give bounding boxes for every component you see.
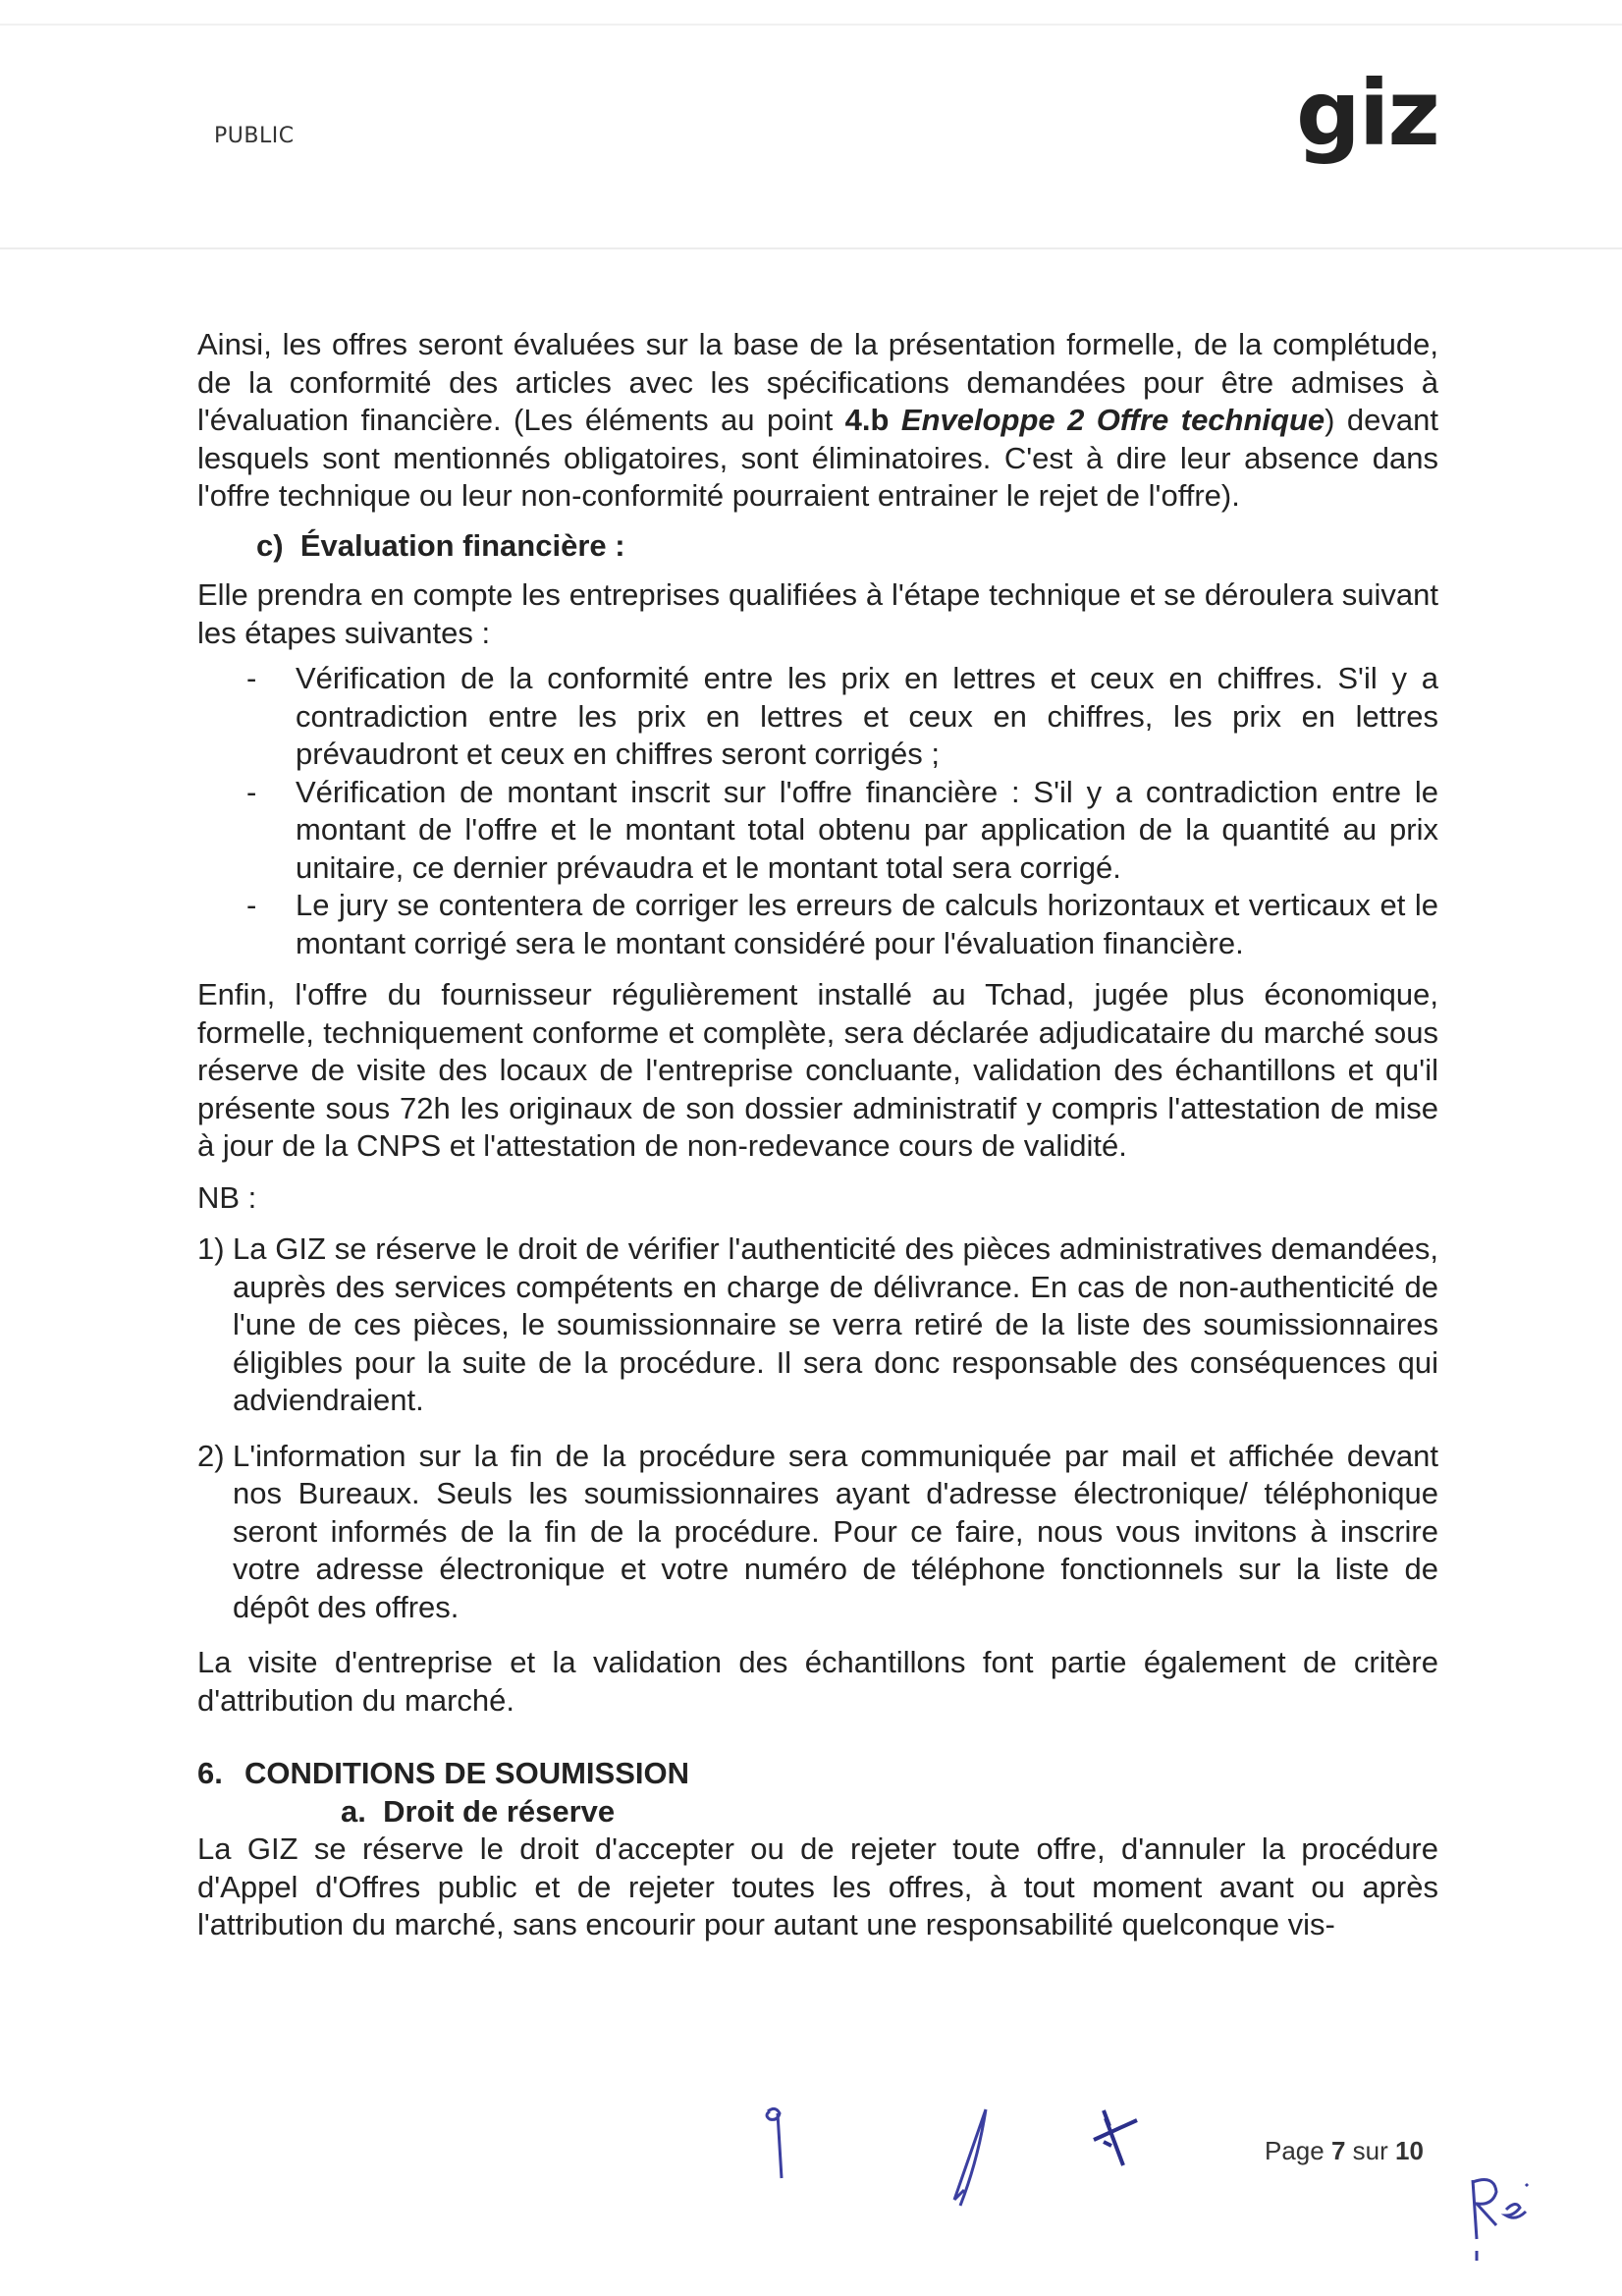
nb-list: [197, 1230, 1438, 1626]
evaluation-steps-list: [197, 660, 1438, 962]
subsection-a-title: Droit de réserve: [383, 1793, 616, 1829]
nb-text: L'information sur la fin de la procédure sera communiquée par mail et affichée devant nos Bureaux. Seuls les soumissionnaires ayant d'adresse électronique/ téléphonique seront informés de la fin de la procédure. Pour ce faire, nous vous invitons à inscrire votre adresse électronique et votre numéro de téléphone fonctionnels sur la liste de dépôt des offres.: [233, 1438, 1438, 1624]
section-reference: 4.b: [844, 403, 890, 437]
award-paragraph: Enfin, l'offre du fournisseur régulièrement installé au Tchad, jugée plus économique, formelle, techniquement conforme et complète, sera déclarée adjudicataire du marché sous réserve de visite des locaux de l'entreprise concluante, validation des échantillons et qu'il présente sous 72h les originaux de son dossier administratif y compris l'attestation de mise à jour de la CNPS et l'attestation de non-redevance cours de validité.: [197, 977, 1438, 1163]
intro-text-2: ) devant lesquels sont mentionnés obligatoires, sont éliminatoires. C'est à dire leur absence dans l'offre technique ou leur non-conformité pourraient entrainer le rejet de l'offre).: [197, 403, 1439, 513]
of-word: sur: [1352, 2136, 1388, 2165]
list-item: [197, 774, 1438, 888]
section-number: 6.: [197, 1756, 223, 1790]
item-number: 1): [197, 1231, 225, 1266]
subsection-c-heading: [256, 527, 1438, 566]
list-item: [197, 887, 1438, 962]
list-item: [197, 1230, 1438, 1420]
financial-intro: Elle prendra en compte les entreprises qualifiées à l'étape technique et se déroulera suivant les étapes suivantes :: [197, 577, 1438, 650]
section-title: CONDITIONS DE SOUMISSION: [244, 1756, 689, 1790]
subsection-c-title: Évaluation financière :: [299, 527, 625, 563]
nb-label: NB :: [197, 1179, 257, 1215]
bullet-dash: -: [246, 661, 257, 695]
signature-initial-icon: [1090, 2106, 1149, 2175]
signature-initial-icon: [756, 2102, 805, 2190]
document-body: [197, 326, 1438, 1944]
step-text: Le jury se contentera de corriger les erreurs de calculs horizontaux et verticaux et le montant corrigé sera le montant considéré pour l'évaluation financière.: [296, 888, 1438, 960]
section-6-heading: [197, 1755, 1438, 1793]
step-text: Vérification de montant inscrit sur l'offre financière : S'il y a contradiction entre le montant de l'offre et le montant total obtenu par application de la quantité au prix unitaire, ce dernier prévaudra et le montant total sera corrigé.: [296, 774, 1438, 885]
page-number: [1265, 2136, 1424, 2166]
page-header: [0, 0, 1622, 249]
subsection-c-label: c): [256, 527, 284, 563]
step-text: Vérification de la conformité entre les prix en lettres et ceux en chiffres. S'il y a contradiction entre les prix en lettres et ceux en chiffres, les prix en lettres prévaudront et ceux en chiffres seront corrigés ;: [296, 661, 1438, 771]
total-pages: 10: [1395, 2136, 1424, 2165]
subsection-a-heading: [341, 1793, 1438, 1831]
bullet-dash: -: [246, 774, 257, 809]
reserve-paragraph: La GIZ se réserve le droit d'accepter ou de rejeter toute offre, d'annuler la procédure d'Appel d'Offres public et de rejeter toutes les offres, à tout moment avant ou après l'attribution du marché, sans encourir pour autant une responsabilité quelconque vis-: [197, 1831, 1438, 1941]
envelope-reference: Enveloppe 2 Offre technique: [889, 403, 1325, 437]
intro-text-1: Ainsi, les offres seront évaluées sur la base de la présentation formelle, de la complétude, de la conformité des articles avec les spécifications demandées pour être admises à l'évaluation financière. (Les éléments au point: [197, 327, 1438, 437]
intro-paragraph: [197, 326, 1438, 516]
list-item: [197, 660, 1438, 774]
signature-initial-icon: [943, 2102, 1001, 2219]
bullet-dash: -: [246, 888, 257, 922]
subsection-a-label: a.: [341, 1793, 366, 1829]
item-number: 2): [197, 1438, 225, 1473]
current-page: 7: [1330, 2136, 1346, 2165]
page-word: Page: [1265, 2136, 1325, 2165]
visit-paragraph: La visite d'entreprise et la validation des échantillons font partie également de critère d'attribution du marché.: [197, 1645, 1438, 1718]
signature-initial-icon: [1463, 2170, 1541, 2278]
classification-label: PUBLIC: [214, 124, 295, 148]
giz-logo: giz: [1296, 61, 1438, 166]
nb-text: La GIZ se réserve le droit de vérifier l'authenticité des pièces administratives demandées, auprès des services compétents en charge de délivrance. En cas de non-authenticité de l'une de ces pièces, le soumissionnaire se verra retiré de la liste des soumissionnaires éligibles pour la suite de la procédure. Il sera donc responsable des conséquences qui adviendraient.: [233, 1231, 1438, 1417]
list-item: [197, 1438, 1438, 1627]
